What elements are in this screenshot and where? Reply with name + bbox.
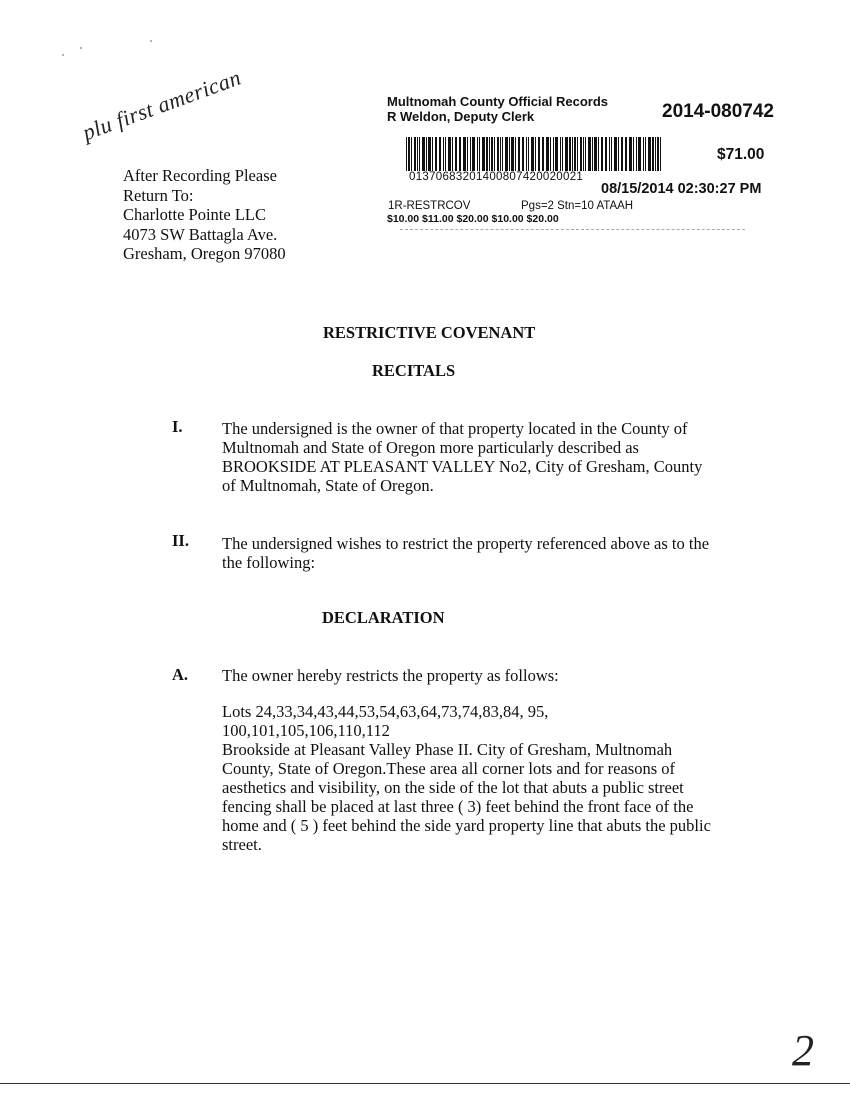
declaration-intro: The owner hereby restricts the property as follows: (222, 666, 559, 685)
fee-breakdown: $10.00 $11.00 $20.00 $10.00 $20.00 (387, 213, 559, 225)
recital-line: Multnomah and State of Oregon more particularly described as (222, 438, 639, 457)
recorded-datetime: 08/15/2014 02:30:27 PM (601, 181, 762, 197)
recital-line: The undersigned is the owner of that property located in the County of (222, 419, 688, 438)
recital-marker: I. (172, 417, 183, 436)
stray-mark (150, 40, 152, 42)
declaration-heading: DECLARATION (322, 608, 445, 627)
declaration-line: 100,101,105,106,110,112 (222, 721, 390, 740)
declaration-text (222, 702, 722, 854)
recital-marker: II. (172, 531, 189, 550)
barcode-number: 01370683201400807420020021 (409, 171, 584, 183)
recording-office-name: Multnomah County Official Records (387, 94, 609, 109)
recording-fee-total: $71.00 (717, 146, 765, 163)
declaration-marker: A. (172, 665, 189, 684)
recital-2-text (222, 534, 722, 572)
recording-office (387, 94, 608, 124)
return-address (123, 166, 286, 264)
return-address-line: After Recording Please (123, 166, 277, 185)
handwritten-page-number: 2 (792, 1026, 814, 1075)
page-bottom-rule (0, 1083, 850, 1084)
recital-line: The undersigned wishes to restrict the property referenced above as to the (222, 534, 710, 553)
return-address-line: Return To: (123, 185, 194, 205)
declaration-line: fencing shall be placed at last three ( 3) feet behind the front face of the (222, 797, 694, 816)
stamp-divider (400, 229, 745, 230)
stray-mark (62, 54, 64, 56)
declaration-line: County, State of Oregon.These area all corner lots and for reasons of (222, 759, 675, 778)
recital-line: BROOKSIDE AT PLEASANT VALLEY No2, City of Gresham, County (222, 457, 703, 476)
declaration-line: Lots 24,33,34,43,44,53,54,63,64,73,74,83,84, 95, (222, 702, 549, 721)
document-title: RESTRICTIVE COVENANT (323, 323, 536, 342)
declaration-line: Brookside at Pleasant Valley Phase II. City of Gresham, Multnomah (222, 740, 673, 759)
return-address-line: Gresham, Oregon 97080 (123, 244, 286, 263)
document-code: 1R-RESTRCOV (388, 200, 471, 212)
recital-line: the following: (222, 553, 316, 572)
handwritten-note: plu first american (79, 64, 245, 146)
barcode (406, 137, 664, 171)
stray-mark (80, 47, 82, 49)
recording-clerk: R Weldon, Deputy Clerk (387, 109, 535, 124)
recital-line: of Multnomah, State of Oregon. (222, 476, 434, 495)
return-address-line: Charlotte Pointe LLC (123, 205, 266, 224)
declaration-line: aesthetics and visibility, on the side of the lot that abuts a public street (222, 778, 684, 797)
declaration-line: street. (222, 835, 262, 854)
recitals-heading: RECITALS (372, 361, 456, 380)
pages-station: Pgs=2 Stn=10 ATAAH (521, 200, 634, 212)
declaration-line: home and ( 5 ) feet behind the side yard property line that abuts the public (222, 816, 711, 835)
recital-1-text (222, 419, 722, 495)
recording-document-number: 2014-080742 (662, 101, 774, 122)
return-address-line: 4073 SW Battagla Ave. (123, 224, 278, 244)
